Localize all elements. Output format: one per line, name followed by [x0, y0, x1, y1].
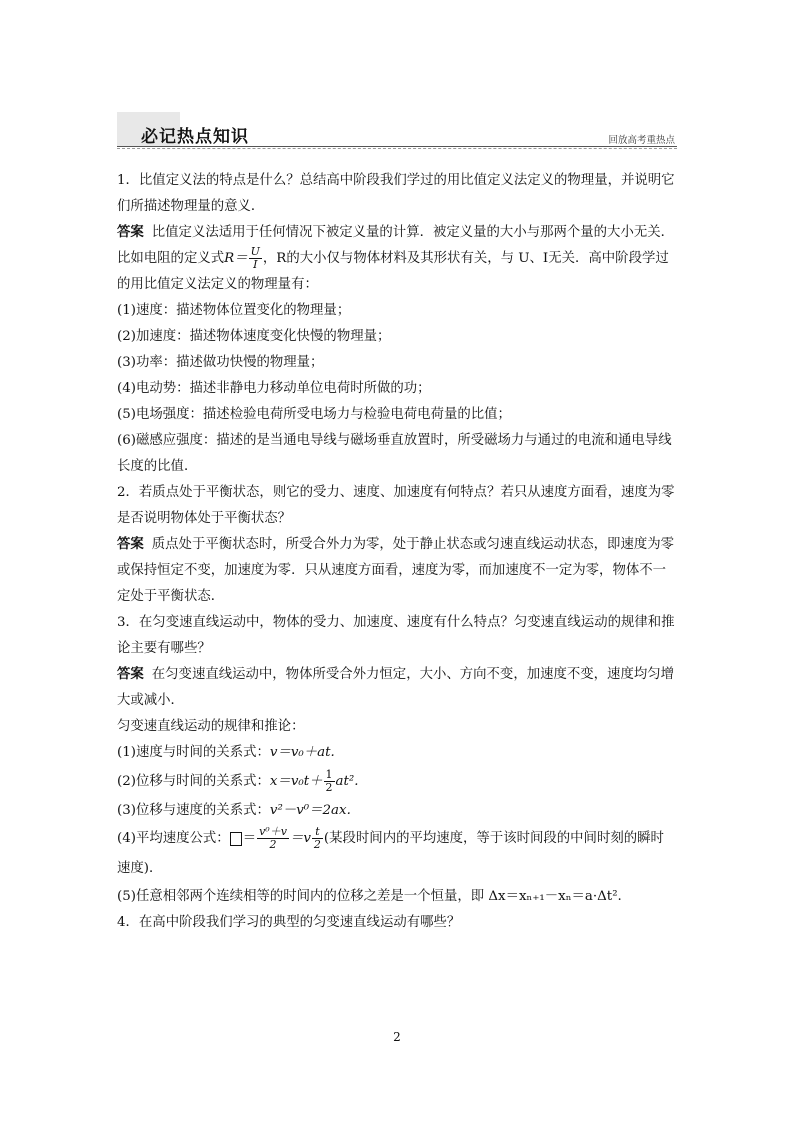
fraction-average [257, 826, 289, 851]
fraction-denominator: 2 [269, 838, 277, 851]
question-1: 1．比值定义法的特点是什么？总结高中阶段我们学过的用比值定义法定义的物理量，并说明它们所描述物理量的意义． [117, 173, 675, 214]
answer-3 [117, 662, 677, 714]
rule-4-text: (某段时间内的平均速度，等于该时间段的中间时刻的瞬时速度)． [117, 831, 664, 876]
question-4: 4．在高中阶段我们学习的典型的匀变速直线运动有哪些？ [117, 915, 461, 930]
list-item: (1)速度：描述物体位置变化的物理量； [117, 303, 351, 318]
header-divider-dashed [117, 148, 677, 149]
fraction-denominator: I [253, 258, 258, 271]
question-3: 3．在匀变速直线运动中，物体的受力、加速度、速度有什么特点？匀变速直线运动的规律和推论主要有哪些？ [117, 615, 675, 656]
header-right-label: 回放高考重热点 [608, 135, 675, 146]
fraction-one-half [324, 769, 335, 794]
list-item: (6)磁感应强度：描述的是当通电导线与磁场垂直放置时，所受磁场力与通过的电流和通电导线长度的比值． [117, 433, 672, 474]
fraction-numerator: 1 [325, 768, 333, 781]
rule-3 [117, 798, 677, 824]
document-body [117, 168, 677, 936]
fraction-half-time [312, 826, 323, 851]
rule-1-label: (1)速度与时间的关系式： [117, 745, 270, 760]
average-velocity-symbol [230, 832, 242, 846]
answer-1-intro: 比值定义法适用于任何情况下被定义量的计算．被定义量的大小与那两个量的大小无关．比如电阻的定义式 [117, 225, 675, 266]
list-item: (5)电场强度：描述检验电荷所受电场力与检验电荷电荷量的比值； [117, 407, 511, 422]
section-title: 必记热点知识 [141, 127, 249, 147]
rule-4-equals: ＝ [242, 831, 257, 846]
fraction-denominator: 2 [325, 781, 333, 794]
answer-3-text: 在匀变速直线运动中，物体所受合外力恒定，大小、方向不变，加速度不变，速度均匀增大或减小． [117, 667, 675, 708]
rule-2 [117, 766, 677, 798]
question-2: 2．若质点处于平衡状态，则它的受力、速度、加速度有何特点？若只从速度方面看，速度为零是否说明物体处于平衡状态？ [117, 485, 675, 526]
answer-tag: 答案 [117, 537, 144, 552]
fraction-numerator: U [250, 245, 260, 258]
list-item: (3)功率：描述做功快慢的物理量； [117, 355, 324, 370]
fraction-numerator: v⁰＋v [259, 825, 287, 838]
rules-intro: 匀变速直线运动的规律和推论： [117, 719, 305, 734]
answer-1 [117, 220, 677, 298]
header-divider [117, 146, 677, 147]
answer-1-after-formula: ，R的大小仅与物体材料及其形状有关，与 U、I无关．高中阶段学过的用比值定义法定义的物理量有： [117, 251, 669, 292]
answer-2 [117, 532, 677, 610]
fraction-denominator: 2 [313, 838, 321, 851]
rule-2-rhs: at². [335, 774, 359, 789]
rule-1-formula: v＝v₀＋at. [269, 745, 335, 760]
page-number: 2 [393, 1030, 401, 1044]
rule-5: (5)任意相邻两个连续相等的时间内的位移之差是一个恒量，即 Δx＝xₙ₊₁－xₙ＝a·Δt². [117, 889, 622, 904]
rule-1 [117, 740, 677, 766]
rule-3-formula: v²－v⁰＝2ax. [269, 803, 351, 818]
fraction-numerator: t [312, 826, 323, 839]
rule-4-mid: ＝v [289, 831, 311, 846]
rule-3-label: (3)位移与速度的关系式： [117, 803, 270, 818]
answer-tag: 答案 [117, 225, 144, 240]
answer-2-text: 质点处于平衡状态时，所受合外力为零，处于静止状态或匀速直线运动状态，即速度为零或保持恒定不变，加速度为零．只从速度方面看，速度为零，而加速度不一定为零，物体不一定处于平衡状态． [117, 537, 675, 604]
rule-4-label: (4)平均速度公式： [117, 831, 230, 846]
answer-tag: 答案 [117, 667, 144, 682]
list-item: (2)加速度：描述物体速度变化快慢的物理量； [117, 329, 391, 344]
section-header [117, 112, 677, 148]
rule-2-lhs: x＝v₀t＋ [269, 774, 323, 789]
rule-2-label: (2)位移与时间的关系式： [117, 774, 270, 789]
formula-lhs: R＝ [224, 251, 248, 266]
fraction-u-over-i [249, 246, 262, 271]
list-item: (4)电动势：描述非静电力移动单位电荷时所做的功； [117, 381, 431, 396]
rule-4 [117, 824, 677, 884]
